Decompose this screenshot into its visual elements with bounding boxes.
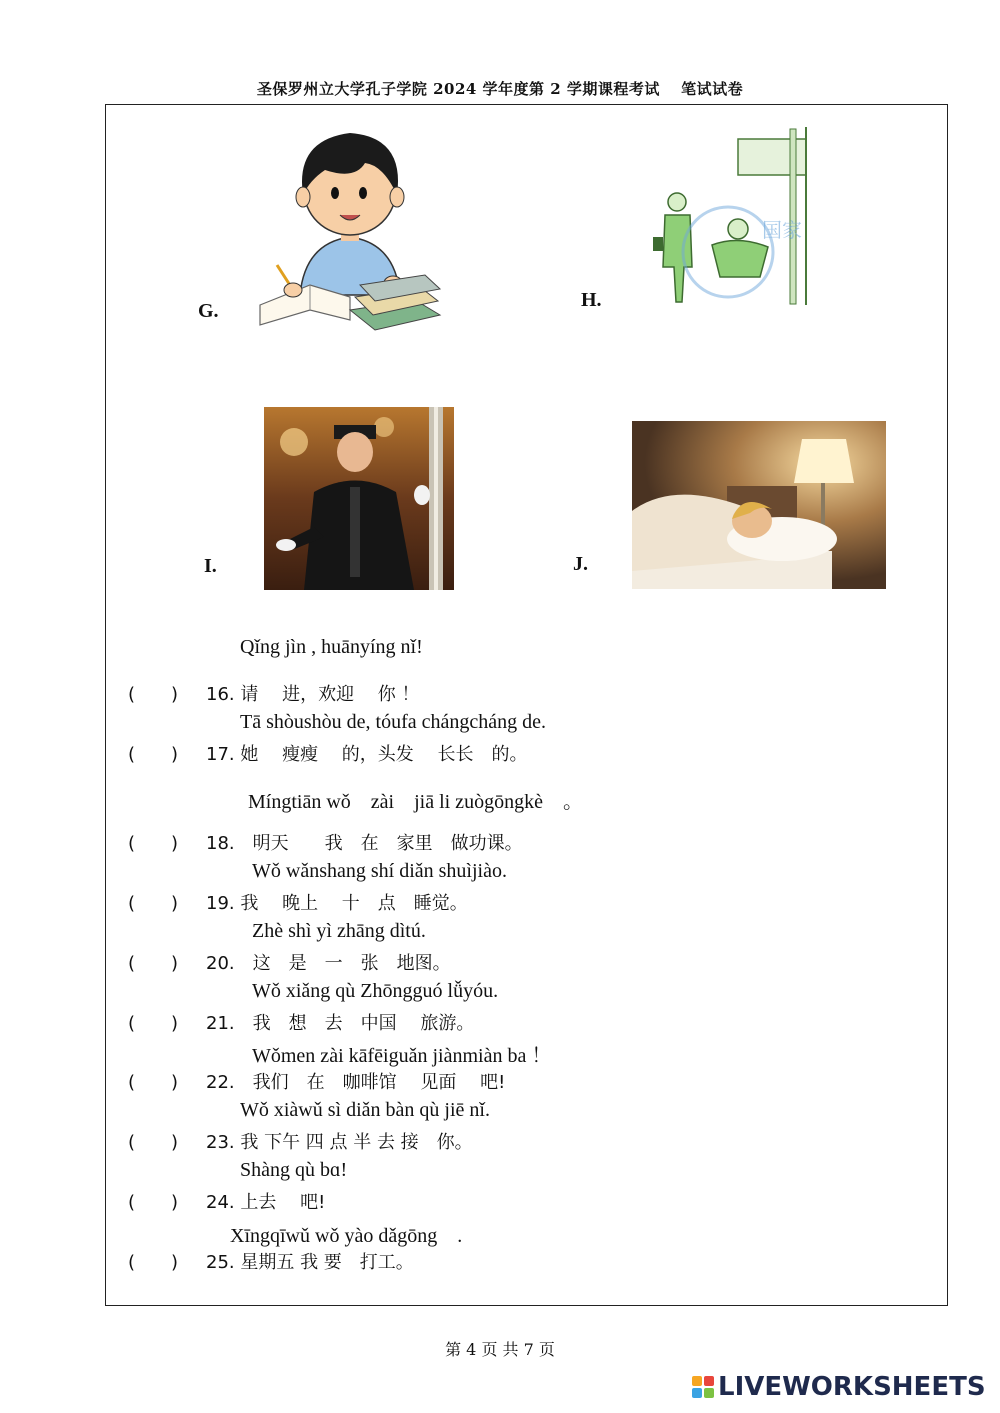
logo-blocks-icon — [692, 1376, 714, 1398]
pinyin-24: Shàng qù bɑ! — [240, 1159, 348, 1181]
question-18-text: 18. 明天 我 在 家里 做功课。 — [206, 833, 523, 854]
question-24-text: 24. 上去 吧! — [206, 1192, 326, 1213]
answer-blank-16[interactable]: ( ) — [128, 684, 179, 705]
image-label-h: H. — [581, 289, 602, 311]
pinyin-21: Wǒ xiǎng qù Zhōngguó lǚyóu. — [252, 980, 499, 1002]
question-21-text: 21. 我 想 去 中国 旅游。 — [206, 1013, 475, 1034]
answer-blank-18[interactable]: ( ) — [128, 833, 179, 854]
question-25 — [128, 1248, 414, 1274]
pinyin-18: Míngtiān wǒ zài jiā li zuògōngkè 。 — [248, 791, 583, 813]
question-17 — [128, 740, 528, 766]
question-21 — [128, 1009, 474, 1035]
image-label-j: J. — [573, 553, 588, 575]
doorman-photo-icon — [264, 407, 454, 590]
question-18 — [128, 829, 523, 855]
answer-blank-21[interactable]: ( ) — [128, 1013, 179, 1034]
question-24 — [128, 1188, 325, 1214]
pinyin-19: Wǒ wǎnshang shí diǎn shuìjiào. — [252, 860, 507, 882]
pinyin-17: Tā shòushòu de, tóufa chángcháng de. — [240, 711, 547, 733]
question-20 — [128, 949, 451, 975]
question-20-text: 20. 这 是 一 张 地图。 — [206, 953, 451, 974]
question-22 — [128, 1068, 505, 1094]
pinyin-25: Xīngqīwǔ wǒ yào dǎgōng . — [230, 1225, 463, 1247]
boy-studying-icon — [255, 125, 445, 340]
pinyin-23: Wǒ xiàwǔ sì diǎn bàn qù jiē nǐ. — [240, 1099, 490, 1121]
question-25-text: 25. 星期五 我 要 打工。 — [206, 1252, 414, 1273]
question-19-text: 19. 我 晚上 十 点 睡觉。 — [206, 893, 468, 914]
question-23-text: 23. 我 下午 四 点 半 去 接 你。 — [206, 1132, 473, 1153]
liveworksheets-logo[interactable] — [692, 1372, 986, 1402]
answer-blank-24[interactable]: ( ) — [128, 1192, 179, 1213]
answer-blank-20[interactable]: ( ) — [128, 953, 179, 974]
answer-blank-17[interactable]: ( ) — [128, 744, 179, 765]
question-16 — [128, 680, 420, 706]
question-22-text: 22. 我们 在 咖啡馆 见面 吧! — [206, 1072, 506, 1093]
image-label-g: G. — [198, 300, 219, 322]
answer-blank-23[interactable]: ( ) — [128, 1132, 179, 1153]
man-greeting-icon — [650, 127, 815, 305]
sleeping-person-photo-icon — [632, 421, 886, 589]
question-19 — [128, 889, 468, 915]
pinyin-22: Wǒmen zài kāfēiguǎn jiànmiàn ba ！ — [252, 1045, 552, 1067]
answer-blank-22[interactable]: ( ) — [128, 1072, 179, 1093]
intro-pinyin: Qǐng jìn , huānyíng nǐ! — [240, 636, 423, 658]
page-number: 第 4 页 共 7 页 — [445, 1340, 555, 1359]
watermark-text: 国家 — [762, 218, 802, 242]
question-16-text: 16. 请 进，欢迎 你 ！ — [206, 684, 420, 705]
question-23 — [128, 1128, 473, 1154]
answer-blank-25[interactable]: ( ) — [128, 1252, 179, 1273]
answer-blank-19[interactable]: ( ) — [128, 893, 179, 914]
image-label-i: I. — [204, 555, 217, 577]
question-17-text: 17. 她 瘦瘦 的，头发 长长 的。 — [206, 744, 528, 765]
pinyin-20: Zhè shì yì zhāng dìtú. — [252, 920, 426, 942]
exam-header: 圣保罗州立大学孔子学院 2024 学年度第 2 学期课程考试 笔试试卷 — [256, 80, 744, 98]
logo-text: LIVEWORKSHEETS — [718, 1372, 986, 1402]
